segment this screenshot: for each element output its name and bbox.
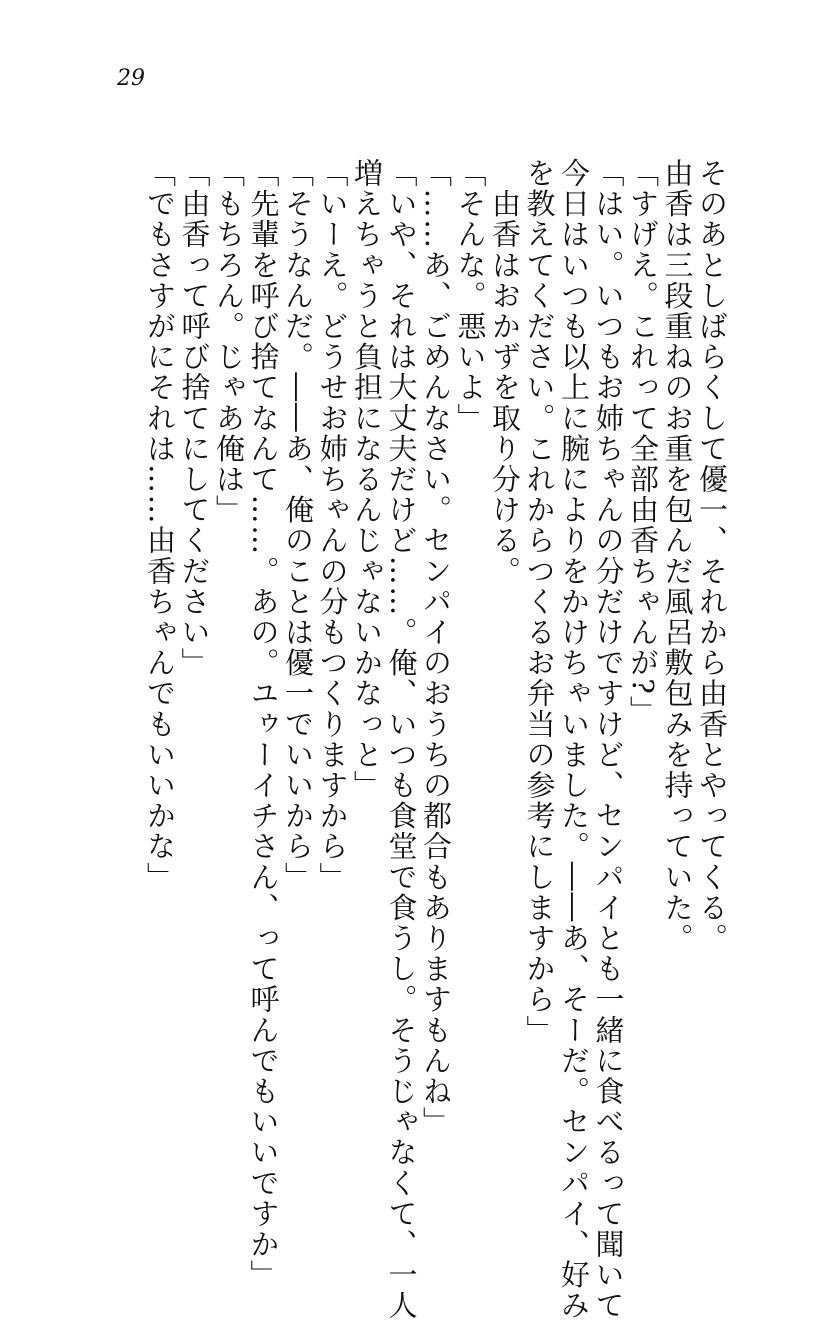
text-line: 増えちゃうと負担になるんじゃないかなっと」 (350, 158, 384, 801)
vertical-text-body (84, 158, 729, 1321)
text-line: 由香は三段重ねのお重を包んだ風呂敷包みを持っていた。 (660, 158, 695, 954)
text-line: 「いや、それは大丈夫だけど……。俺、いつも食堂で食うし。そうじゃなくて、一人 (384, 158, 419, 1321)
text-line: 「いーえ。どうせお姉ちゃんの分もつくりますから」 (315, 158, 350, 893)
text-line: 「でもさすがにそれは……由香ちゃんでもいいかな」 (143, 158, 177, 893)
text-line: 由香はおかずを取り分ける。 (488, 158, 522, 587)
page-number: 29 (117, 66, 145, 91)
text-line: を教えてください。これからつくるお弁当の参考にしますから」 (522, 158, 557, 1046)
text-line: 「すげえ。これって全部由香ちゃんが?」 (626, 158, 660, 726)
text-line: 「由香って呼び捨てにしてください」 (177, 158, 212, 679)
text-line: 「はい。いつもお姉ちゃんの分だけですけど、センパイとも一緒に食べるって聞いて (591, 158, 626, 1321)
text-line: 「そうなんだ。――あ、俺のことは優一でいいから」 (281, 158, 315, 893)
text-line: 「そんな。悪いよ」 (453, 158, 488, 434)
text-line: そのあとしばらくして優一、それから由香とやってくる。 (695, 158, 729, 954)
text-line: 今日はいつも以上に腕によりをかけちゃいました。――あ、そーだ。センパイ、好み (557, 158, 591, 1321)
text-line: 「……あ、ごめんなさい。センパイのおうちの都合もありますもんね」 (419, 158, 453, 1138)
text-line: 「先輩を呼び捨てなんて……。あの。ユゥーイチさん、って呼んでもいいですか」 (246, 158, 281, 1291)
text-line: 「もちろん。じゃあ俺は」 (212, 158, 246, 526)
